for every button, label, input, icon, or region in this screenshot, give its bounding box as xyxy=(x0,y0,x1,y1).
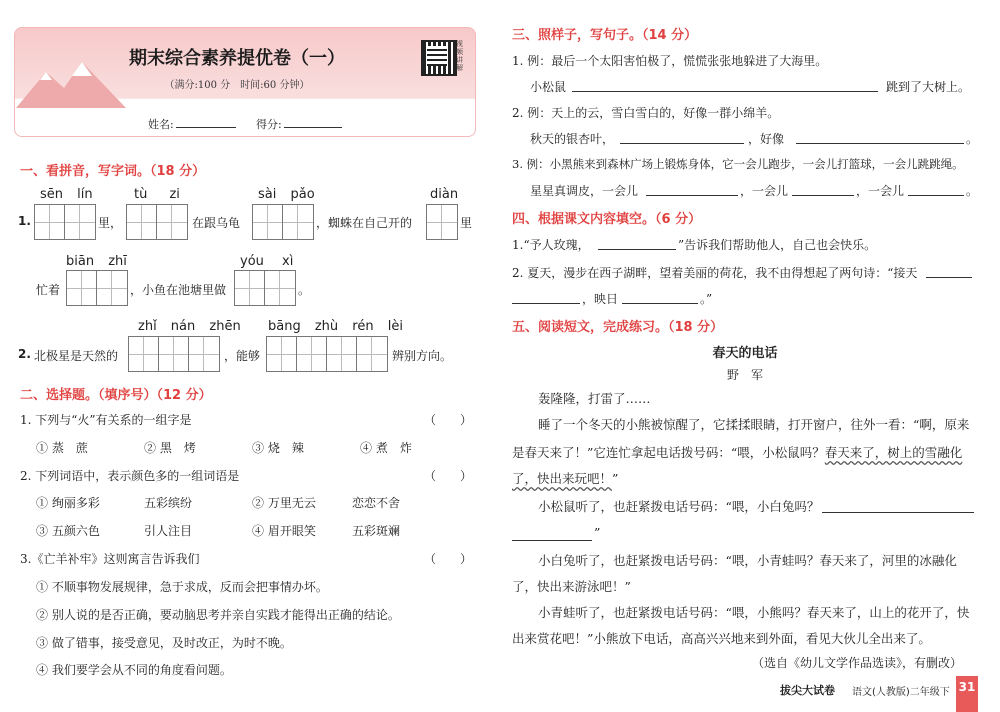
score-label: 得分: xyxy=(256,118,282,131)
s2-q2-opt3a: ③ 五颜六色 xyxy=(36,524,100,538)
pinyin-tuzi: tù zi xyxy=(134,187,180,202)
s3-q3-blank1[interactable] xyxy=(646,195,738,196)
section2-title: 二、选择题。（填序号）（12 分） xyxy=(20,388,212,403)
s4-q2-blank2[interactable] xyxy=(622,303,698,304)
answer-grid-dian[interactable] xyxy=(426,204,458,240)
answer-paren-q3[interactable]: （ ） xyxy=(424,552,473,566)
story-p4b: 了，快出来游泳吧！” xyxy=(512,579,631,594)
answer-grid-tuzi[interactable] xyxy=(126,204,188,240)
q1-number: 1. xyxy=(18,214,31,228)
s2-q1-opt3: ③ 烧 辣 xyxy=(252,441,304,455)
answer-paren-q1[interactable]: （ ） xyxy=(424,413,473,427)
q1-text-5: 忙着 xyxy=(36,283,61,297)
s2-q3-opt3: ③ 做了错事，接受意见，及时改正，为时不晚。 xyxy=(36,636,292,650)
answer-grid-senlin[interactable] xyxy=(34,204,96,240)
score-field[interactable] xyxy=(284,127,342,128)
pinyin-zhinanzhen: zhǐ nán zhēn xyxy=(138,319,241,334)
answer-grid-youxi[interactable] xyxy=(234,270,296,306)
s2-q2-opt3b: 引人注目 xyxy=(144,524,193,538)
s2-q2-opt2b: 恋恋不舍 xyxy=(352,496,401,510)
story-p5a: 小青蛙听了，也赶紧拨电话号码：“喂，小熊吗？春天来了，山上的花开了，快 xyxy=(538,605,970,620)
story-source: （选自《幼儿文学作品选读》，有删改） xyxy=(752,656,963,670)
s2-q3-opt2: ② 别人说的是否正确，要动脑思考并亲自实践才能得出正确的结论。 xyxy=(36,608,400,622)
s3-q2-example: 2. 例：天上的云，雪白雪白的，好像一群小绵羊。 xyxy=(512,106,780,120)
section4-title: 四、根据课文内容填空。（6 分） xyxy=(512,212,702,227)
story-p2b-text: 是春天来了！”它连忙拿起电话拨号码：“喂，小松鼠吗？ xyxy=(512,445,825,460)
q1-text-6: ，小鱼在池塘里做 xyxy=(130,283,227,297)
pinyin-youxi: yóu xì xyxy=(240,254,294,269)
s3-q3-blank3[interactable] xyxy=(908,195,964,196)
story-p2e: ” xyxy=(612,471,619,486)
story-p5b: 出来赏花吧！”小熊放下电话，高高兴兴地来到外面，看见大伙儿全出来了。 xyxy=(512,631,931,646)
s2-q1-opt2: ② 黑 烤 xyxy=(144,441,196,455)
section1-title: 一、看拼音，写字词。（18 分） xyxy=(20,164,206,179)
q2-text-3: 辨别方向。 xyxy=(392,349,453,363)
story-p2b xyxy=(512,442,962,464)
s2-q3-opt1: ① 不顺事物发展规律，急于求成，反而会把事情办坏。 xyxy=(36,580,328,594)
qr-code-pattern xyxy=(427,46,447,66)
s4-q1-b: ”告诉我们帮助他人，自己也会快乐。 xyxy=(678,238,877,252)
pinyin-saipao: sài pǎo xyxy=(258,187,315,202)
q2-number: 2. xyxy=(18,347,31,361)
q1-text-4: 里 xyxy=(460,216,473,230)
story-blank2[interactable] xyxy=(512,540,592,541)
s4-q1-blank[interactable] xyxy=(598,249,676,250)
s2-q2-opt4a: ④ 眉开眼笑 xyxy=(252,524,316,538)
q1-text-7: 。 xyxy=(298,283,311,297)
s2-q2-opt1a: ① 绚丽多彩 xyxy=(36,496,100,510)
story-wavy-1: 春天来了，树上的雪融化 xyxy=(824,445,963,460)
s3-q1-a: 小松鼠 xyxy=(530,80,567,94)
s2-q3: 3.《亡羊补牢》这则寓言告诉我们 xyxy=(20,552,200,566)
s2-q2-opt2a: ② 万里无云 xyxy=(252,496,316,510)
name-label: 姓名: xyxy=(148,118,174,131)
pinyin-bangzhurenlei: bāng zhù rén lèi xyxy=(268,319,403,334)
s2-q1-opt4: ④ 煮 炸 xyxy=(360,441,412,455)
s3-q2-blank1[interactable] xyxy=(620,143,744,144)
s3-q3-d: 。 xyxy=(966,184,979,198)
s2-q2-opt1b: 五彩缤纷 xyxy=(144,496,193,510)
s3-q3-a: 星星真调皮，一会儿 xyxy=(530,184,639,198)
answer-grid-saipao[interactable] xyxy=(252,204,314,240)
s2-q1: 1. 下列与“火”有关系的一组字是 xyxy=(20,413,192,427)
story-p3b: ” xyxy=(594,525,601,540)
answer-grid-bangzhurenlei[interactable] xyxy=(266,336,388,372)
story-p3: 小松鼠听了，也赶紧拨电话号码：“喂，小白兔吗？ xyxy=(538,499,820,514)
story-p2a: 睡了一个冬天的小熊被惊醒了，它揉揉眼睛，打开窗户，往外一看：“啊，原来 xyxy=(538,417,970,432)
story-p4a: 小白兔听了，也赶紧拨电话号码：“喂，小青蛙吗？春天来了，河里的冰融化 xyxy=(538,553,957,568)
footer-brand: 拔尖大试卷 xyxy=(780,684,835,697)
s2-q3-opt4: ④ 我们要学会从不同的角度看问题。 xyxy=(36,663,232,677)
s3-q3-c: ，一会儿 xyxy=(856,184,905,198)
s3-q3-example: 3. 例：小黑熊来到森林广场上锻炼身体，它一会儿跑步，一会儿打篮球，一会儿跳跳绳。 xyxy=(512,157,964,171)
s4-q2-b: ，映日 xyxy=(582,292,619,306)
section5-title: 五、阅读短文，完成练习。（18 分） xyxy=(512,320,724,335)
s4-q2-c: 。” xyxy=(700,292,713,306)
pinyin-bianzhi: biān zhī xyxy=(66,254,127,269)
q2-text-2: ，能够 xyxy=(224,349,261,363)
s4-q2-a: 2. 夏天，漫步在西子湖畔，望着美丽的荷花，我不由得想起了两句诗：“接天 xyxy=(512,266,918,280)
s3-q1-blank[interactable] xyxy=(572,91,878,92)
name-field[interactable] xyxy=(176,127,236,128)
q1-text-3: ，蜘蛛在自己开的 xyxy=(316,216,413,230)
s4-q2-blank1b[interactable] xyxy=(512,303,580,304)
story-author: 野 军 xyxy=(726,368,763,382)
q1-text-2: 在跟乌龟 xyxy=(192,216,241,230)
q2-text-1: 北极星是天然的 xyxy=(34,349,119,363)
answer-paren-q2[interactable]: （ ） xyxy=(424,469,473,483)
story-p1: 轰隆隆，打雷了…… xyxy=(538,391,651,406)
section3-title: 三、照样子，写句子。（14 分） xyxy=(512,28,698,43)
s3-q3-blank2[interactable] xyxy=(792,195,854,196)
s3-q2-blank2[interactable] xyxy=(796,143,964,144)
s2-q2: 2. 下列词语中，表示颜色多的一组词语是 xyxy=(20,469,240,483)
s3-q3-b: ，一会儿 xyxy=(740,184,789,198)
footer-subject: 语文(人教版)二年级下 xyxy=(852,687,950,698)
qr-label: 视频讲解 xyxy=(456,40,463,72)
s3-q1-example: 1. 例：最后一个太阳害怕极了，慌慌张张地躲进了大海里。 xyxy=(512,54,828,68)
page-number: 31 xyxy=(956,676,978,712)
s4-q2-blank1[interactable] xyxy=(926,277,972,278)
story-p2d xyxy=(512,468,618,490)
answer-grid-bianzhi[interactable] xyxy=(66,270,128,306)
story-blank1[interactable] xyxy=(822,512,974,513)
pinyin-dian: diàn xyxy=(430,187,459,202)
s3-q1-b: 跳到了大树上。 xyxy=(886,80,971,94)
s2-q1-opt1: ① 蒸 蔗 xyxy=(36,441,88,455)
exam-subtitle: （满分:100 分 时间:60 分钟） xyxy=(164,80,310,91)
s2-q2-opt4b: 五彩斑斓 xyxy=(352,524,401,538)
story-wavy-2: 了，快出来玩吧！ xyxy=(512,471,613,486)
pinyin-senlin: sēn lín xyxy=(40,187,93,202)
exam-title: 期末综合素养提优卷（一） xyxy=(129,48,345,69)
s3-q2-c: 。 xyxy=(966,132,979,146)
s3-q2-b: ，好像 xyxy=(748,132,785,146)
answer-grid-zhinanzhen[interactable] xyxy=(128,336,220,372)
s3-q2-a: 秋天的银杏叶， xyxy=(530,132,615,146)
story-title: 春天的电话 xyxy=(712,346,778,361)
s4-q1-a: 1.“予人玫瑰， xyxy=(512,238,590,252)
q1-text-1: 里， xyxy=(98,216,123,230)
